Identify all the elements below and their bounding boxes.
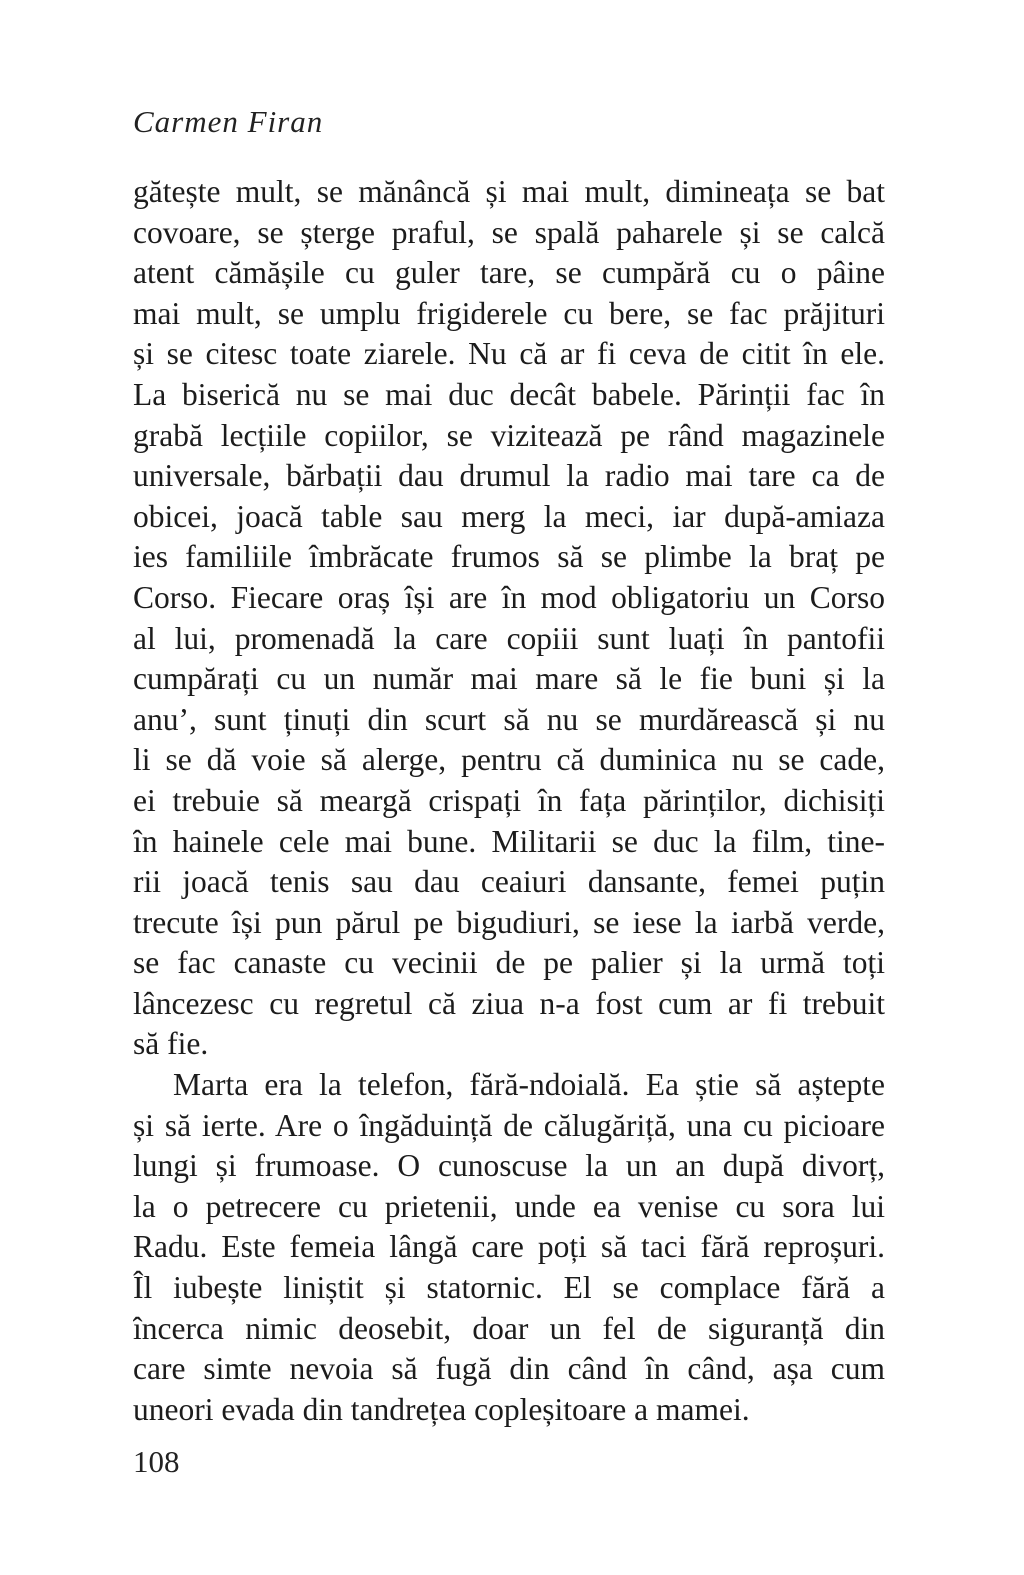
text-line: atent cămășile cu guler tare, se cumpără cu o pâine [133,255,885,291]
running-header-author: Carmen Firan [133,104,324,139]
text-line: La biserică nu se mai duc decât babele. Părinții fac în [133,376,885,412]
text-line: la o petrecere cu prietenii, unde ea venise cu sora lui [133,1188,885,1224]
text-line: ei trebuie să meargă crispați în fața părinților, dichisiți [133,782,885,818]
text-line: lâncezesc cu regretul că ziua n-a fost cum ar fi trebuit [133,985,885,1021]
text-line: grabă lecțiile copiilor, se vizitează pe rând magazinele [133,417,885,453]
text-line: al lui, promenadă la care copiii sunt luați în pantofii [133,620,885,656]
text-line: încerca nimic deosebit, doar un fel de siguranță din [133,1310,885,1346]
body-text [133,172,885,1430]
text-line: și să ierte. Are o îngăduință de călugăriță, una cu picioare [133,1107,885,1143]
text-line: rii joacă tenis sau dau ceaiuri dansante, femei puțin [133,864,885,900]
text-line: universale, bărbații dau drumul la radio mai tare ca de [133,458,885,494]
text-line: se fac canaste cu vecinii de pe palier și la urmă toți [133,945,885,981]
text-line: ies familiile îmbrăcate frumos să se plimbe la braț pe [133,539,885,575]
text-line: care simte nevoia să fugă din când în când, așa cum [133,1351,885,1387]
text-line: anu’, sunt ținuți din scurt să nu se murdărească și nu [133,701,885,737]
paragraph-2 [133,1065,885,1430]
text-line: în hainele cele mai bune. Militarii se duc la film, tine- [133,823,885,859]
text-line: obicei, joacă table sau merg la meci, iar după-amiaza [133,498,885,534]
text-line: li se dă voie să alerge, pentru că duminica nu se cade, [133,742,885,778]
text-line: gătește mult, se mănâncă și mai mult, dimineața se bat [133,174,885,209]
text-line: mai mult, se umplu frigiderele cu bere, se fac prăjituri [133,295,885,331]
text-line: covoare, se șterge praful, se spală paharele și se calcă [133,214,885,250]
text-line: Radu. Este femeia lângă care poți să taci fără reproșuri. [133,1229,885,1265]
text-line: lungi și frumoase. O cunoscuse la un an după divorț, [133,1148,885,1184]
text-line: Marta era la telefon, fără-ndoială. Ea știe să aștepte [173,1067,885,1103]
text-line: cumpărați cu un număr mai mare să le fie buni și la [133,661,885,697]
text-line: și se citesc toate ziarele. Nu că ar fi ceva de citit în ele. [133,336,885,372]
text-line: Corso. Fiecare oraș își are în mod obligatoriu un Corso [133,579,885,615]
text-line: să fie. [133,1026,209,1062]
text-line: uneori evada din tandrețea copleșitoare a mamei. [133,1391,750,1427]
paragraph-1 [133,172,885,1065]
text-line: Îl iubește liniștit și statornic. El se complace fără a [133,1270,885,1306]
page-number: 108 [133,1444,180,1479]
text-line: trecute își pun părul pe bigudiuri, se iese la iarbă verde, [133,904,885,940]
